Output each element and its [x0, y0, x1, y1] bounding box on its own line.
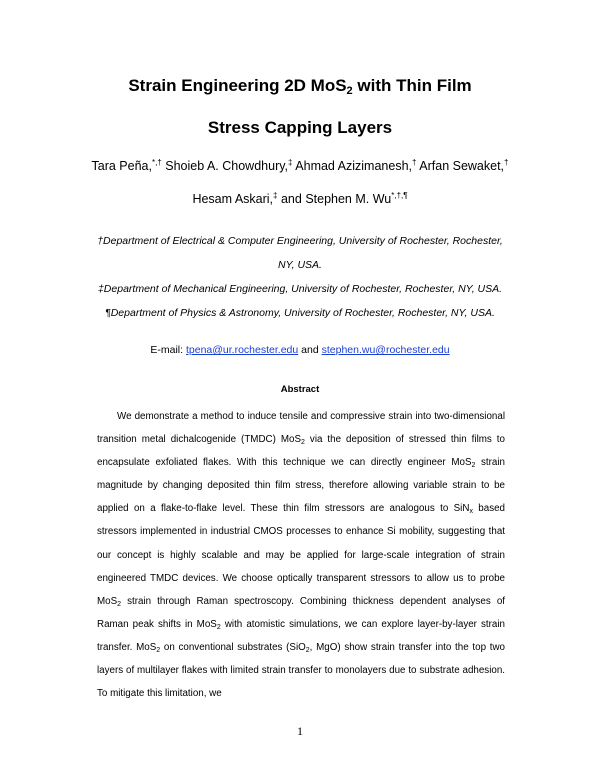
author-affiliation-mark: † [412, 158, 417, 167]
email-label: E-mail: [150, 344, 184, 356]
author-affiliation-mark: ‡ [288, 158, 293, 167]
email-conjunction: and [301, 344, 319, 356]
author-name: Shoieb A. Chowdhury, [165, 159, 289, 173]
author-name: Hesam Askari, [192, 192, 274, 206]
author-name: Tara Peña, [91, 159, 152, 173]
author-affiliation-mark: *,† [151, 158, 162, 167]
author-affiliation-mark: † [504, 158, 509, 167]
author-line-1 [40, 158, 560, 174]
email-line [50, 343, 550, 357]
author-affiliation-mark: ‡ [273, 191, 278, 200]
title-line-1: Strain Engineering 2D MoS$_2$ with Thin Film [128, 76, 472, 97]
author-conjunction: and [280, 192, 302, 206]
author-name: Ahmad Azizimanesh, [295, 159, 413, 173]
affiliation-mechanical: ‡Department of Mechanical Engineering, University of Rochester, Rochester, NY, USA. [97, 283, 503, 295]
author-name: Arfan Sewaket, [419, 159, 505, 173]
email-link-tpena[interactable]: tpena@ur.rochester.edu [185, 344, 299, 356]
author-name: Stephen M. Wu [305, 192, 392, 206]
abstract-heading: Abstract [280, 384, 320, 395]
email-link-stephen-wu[interactable]: stephen.wu@rochester.edu [321, 344, 450, 356]
author-affiliation-mark: *,†,¶ [391, 191, 408, 200]
author-line-2 [40, 191, 560, 207]
page-number: 1 [297, 724, 303, 738]
title-line-2: Stress Capping Layers [207, 118, 393, 137]
abstract-text: We demonstrate a method to induce tensile and compressive strain into two-dimensional transition metal dichalcogenide (TMDC) MoS$_2$ via the deposition of stressed thin films to encapsulate exfoliated flakes. With this technique we can directly engineer MoS$_2$ strain magnitude by changing deposited thin film stress, therefore allowing variable strain to be applied on a flake-to-flake level. These thin film stressors are analogous to SiN$_x$ based stressors implemented in industrial CMOS processes to enhance Si mobility, suggesting that our concept is highly scalable and may be applied for large-scale integration of strain engineered TMDC devices. We choose optically transparent stressors to allow us to probe MoS$_2$ strain through Raman spectroscopy. Combining thickness dependent analyses of Raman peak shifts in MoS$_2$ with atomistic simulations, we can explore layer-by-layer strain transfer. MoS$_2$ on conventional substrates (SiO$_2$, MgO) show strain transfer into the top two layers of multilayer flakes with limited strain transfer to monolayers due to substrate adhesion. To mitigate this limitation, we [97, 411, 505, 700]
affiliation-ece-line-2: NY, USA. [278, 259, 322, 271]
affiliation-ece-line-1: †Department of Electrical & Computer Engineering, University of Rochester, Rochester, [97, 235, 503, 247]
affiliation-physics: ¶Department of Physics & Astronomy, University of Rochester, Rochester, NY, USA. [105, 307, 495, 319]
